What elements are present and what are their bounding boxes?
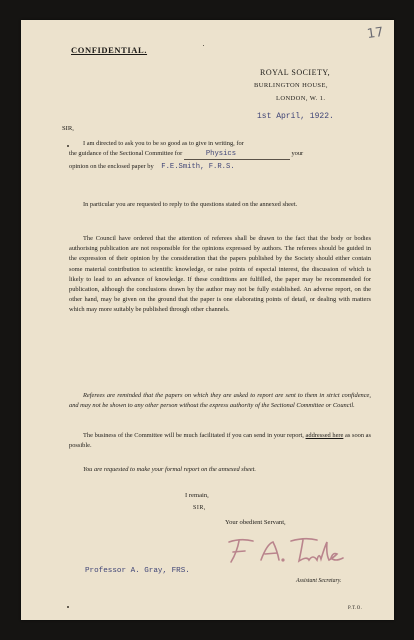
address-line-1: ROYAL SOCIETY, [260,68,331,77]
addressed-here-text: addressed here [305,432,344,439]
closing-servant: Your obedient Servant, [225,519,286,526]
request-line-1: I am directed to ask you to be so good as to give in writing, for [83,140,244,147]
request-text-c: your [291,150,304,158]
request-text-d: opinion on the enclosed paper by [69,163,154,171]
letter-sheet [21,20,394,620]
salutation: SIR, [62,125,74,132]
business-line [69,431,371,451]
paragraph-confidence [69,391,371,411]
paragraph-annexed [69,200,371,210]
request-line-2 [69,149,371,160]
recipient-name: Professor A. Gray, FRS. [85,567,190,575]
signatory-title: Assistant Secretary. [296,578,342,584]
letter-date: 1st April, 1922. [257,112,334,121]
closing-sir: SIR, [193,505,206,511]
formal-report-text: You are requested to make your formal report on the annexed sheet. [83,466,256,473]
address-line-2: BURLINGTON HOUSE, [254,82,328,89]
closing-remain: I remain, [185,492,209,499]
ink-speck [203,45,204,46]
business-text-c: as soon as possible. [69,432,371,450]
confidence-text: Referees are reminded that the papers on which they are asked to report are sent to them in strict confidence, and may not be shown to any other person without the express authority of the Sectional Committee or Council. [69,392,371,410]
request-text-b: the guidance of the Sectional Committee for [69,150,183,158]
council-text: The Council have ordered that the attention of referees shall be drawn to the fact that the body or bodies authorising publication are not responsible for the opinions expressed by authors. The referees should be guided in the expression of their opinion by the consideration that the papers published by the Society should either contain some material contribution to scientific knowledge, or raise points of especial interest, the discussion of which is likely to lead to an advance of knowledge. If these conditions are fulfilled, the paper may be recommended for publication, although the conclusions drawn by the author may not be fully established. An adverse report, on the other hand, may be given on the ground that the paper is one elaborating points of detail, or dealing with matters which may more suitably be published through other channels. [69,235,371,314]
committee-field [184,149,290,160]
address-block [242,66,372,105]
business-text-a: The business of the Committee will be much facilitated if you can send in your report, [83,432,304,439]
request-line-3 [69,162,371,172]
committee-value: Physics [205,150,237,159]
paragraph-formal-report [69,465,371,475]
annexed-text: In particular you are requested to reply to the questions stated on the annexed sheet. [83,201,298,208]
author-value: F.E.Smith, F.R.S. [161,163,235,172]
paragraph-council [69,234,371,316]
address-line-3: LONDON, W. 1. [276,95,326,102]
paragraph-request [69,139,371,173]
paragraph-business [69,431,371,451]
confidential-heading: CONFIDENTIAL. [71,45,148,55]
archive-mark: 17 [366,24,385,43]
pto-mark: P.T.O. [348,606,363,611]
punch-hole-mark [67,606,69,608]
handwritten-signature [221,532,351,568]
